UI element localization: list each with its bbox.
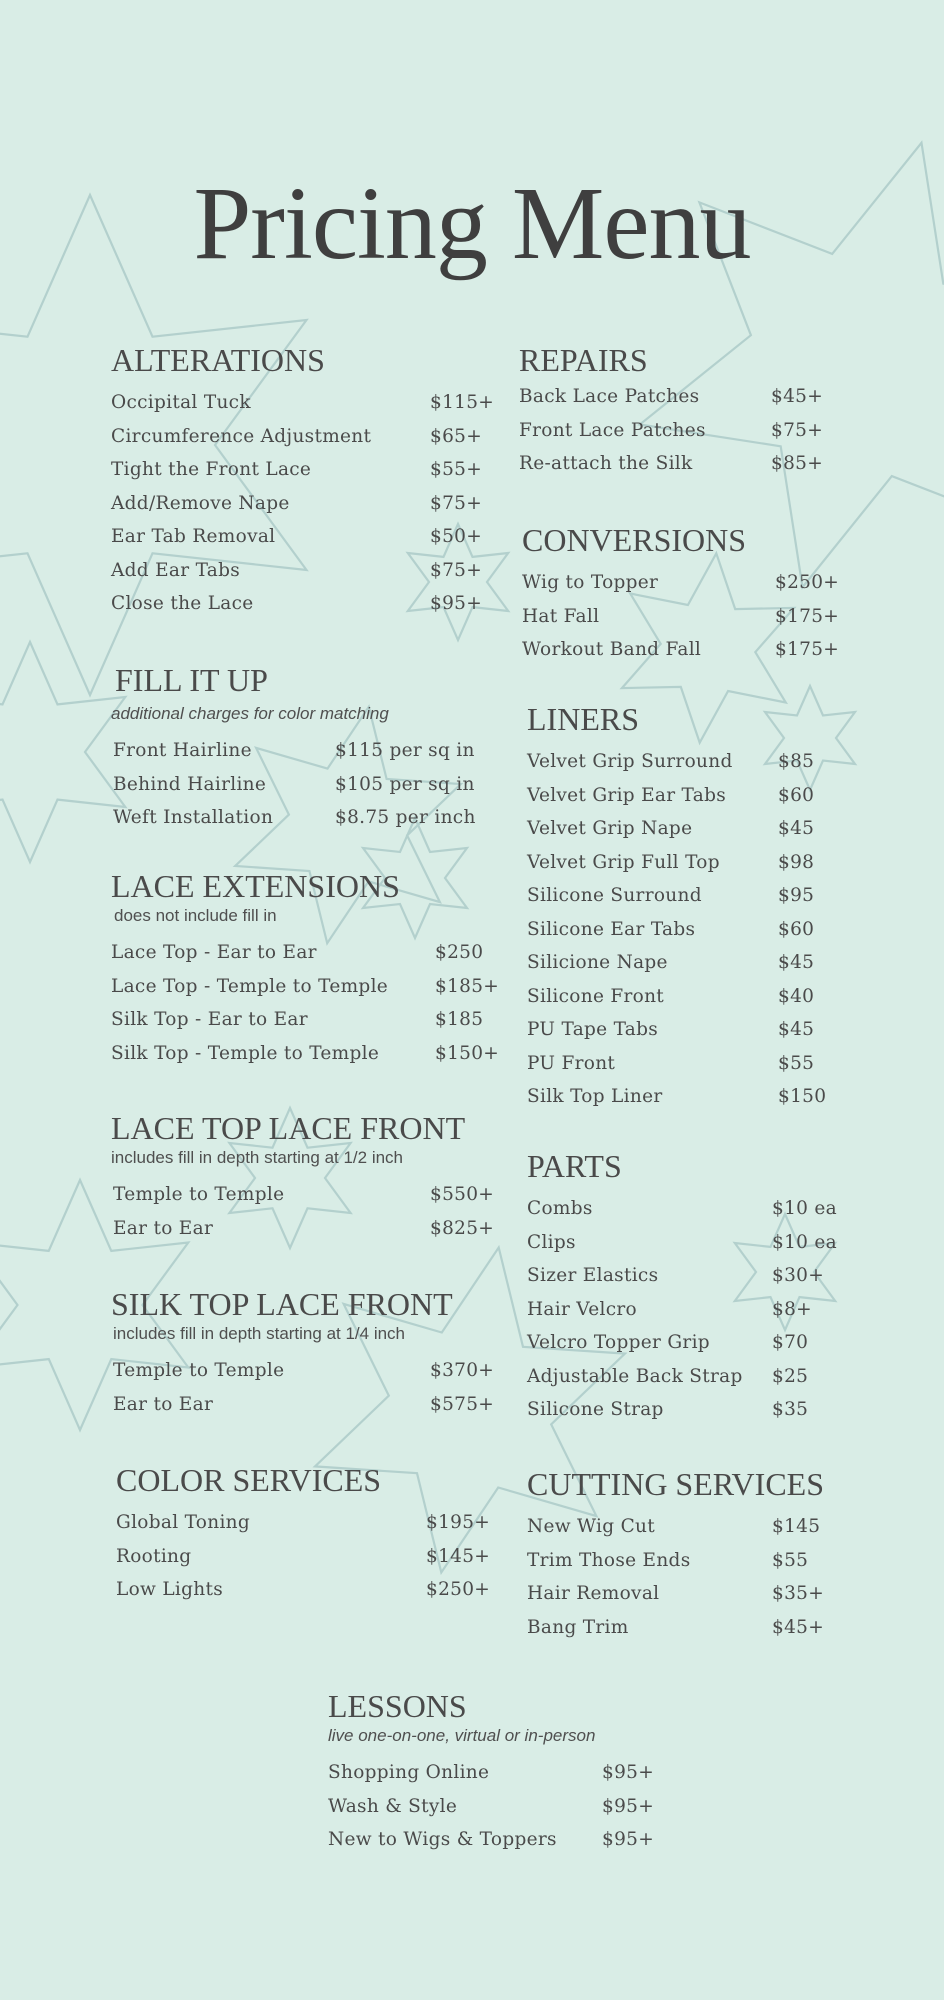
- section-heading: COLOR SERVICES: [116, 1462, 382, 1498]
- service-price: $98: [778, 851, 815, 873]
- section-heading: SILK TOP LACE FRONT: [111, 1286, 453, 1322]
- service-price: $45: [778, 818, 815, 839]
- service-name: Close the Lace: [111, 593, 254, 614]
- service-price: $70: [772, 1332, 809, 1353]
- price-row: [522, 633, 840, 667]
- service-price: $10 ea: [772, 1231, 837, 1253]
- service-name: Ear to Ear: [113, 1393, 214, 1415]
- service-name: Ear to Ear: [113, 1217, 214, 1239]
- price-row: [527, 1544, 824, 1578]
- service-price: $150+: [435, 1042, 500, 1064]
- price-row: [111, 1388, 495, 1422]
- price-row: [116, 1573, 491, 1607]
- price-row: [111, 1354, 495, 1388]
- service-price: $95+: [602, 1795, 655, 1817]
- section-subtitle: live one-on-one, virtual or in-person: [328, 1726, 596, 1745]
- service-price: $75+: [771, 419, 824, 441]
- service-price: $825+: [430, 1217, 495, 1239]
- service-price: $40: [778, 985, 815, 1007]
- service-name: Hair Velcro: [527, 1298, 637, 1320]
- price-row: [111, 970, 500, 1004]
- service-price: $85+: [771, 453, 824, 474]
- section-fill-it-up: [111, 662, 476, 835]
- price-list: [519, 380, 824, 481]
- page-title: Pricing Menu: [193, 166, 751, 281]
- price-row: [111, 1003, 484, 1037]
- service-name: Low Lights: [116, 1579, 224, 1600]
- service-name: Front Lace Patches: [519, 419, 706, 441]
- service-price: $550+: [430, 1184, 495, 1205]
- service-price: $185: [435, 1009, 484, 1030]
- price-row: [527, 1393, 809, 1427]
- price-row: [519, 414, 824, 448]
- price-row: [527, 1577, 824, 1611]
- section-repairs: [519, 342, 824, 481]
- service-price: $95+: [602, 1762, 655, 1783]
- price-row: [527, 745, 815, 779]
- price-row: [527, 946, 815, 980]
- section-parts: [527, 1148, 837, 1427]
- service-price: $150: [778, 1086, 827, 1107]
- service-name: Tight the Front Lace: [111, 459, 312, 480]
- price-row: [527, 1226, 837, 1260]
- section-heading: REPAIRS: [519, 342, 648, 378]
- service-name: Trim Those Ends: [527, 1549, 691, 1571]
- price-list: [527, 1510, 824, 1644]
- section-heading: LESSONS: [328, 1688, 467, 1724]
- service-name: Hat Fall: [522, 605, 600, 627]
- service-name: Silk Top - Temple to Temple: [111, 1042, 380, 1064]
- service-name: New Wig Cut: [527, 1516, 655, 1537]
- service-name: Circumference Adjustment: [111, 425, 372, 447]
- service-price: $60: [778, 784, 815, 806]
- price-row: [116, 1506, 491, 1540]
- price-row: [522, 600, 840, 634]
- service-name: Temple to Temple: [113, 1184, 285, 1205]
- service-name: Silk Top - Ear to Ear: [111, 1009, 308, 1030]
- service-price: $25: [772, 1365, 809, 1387]
- service-price: $250+: [775, 572, 840, 593]
- price-list: [527, 1192, 837, 1427]
- service-name: PU Front: [527, 1052, 616, 1074]
- service-price: $8+: [772, 1298, 812, 1320]
- service-name: Wash & Style: [328, 1795, 458, 1817]
- service-name: Silk Top Liner: [527, 1086, 663, 1107]
- price-row: [111, 1212, 495, 1246]
- price-row: [519, 380, 824, 414]
- service-price: $95: [778, 885, 815, 906]
- price-row: [522, 566, 840, 600]
- service-price: $145+: [426, 1545, 491, 1567]
- section-lace-top-lace-front: [111, 1110, 495, 1245]
- section-color-services: [116, 1462, 491, 1607]
- service-price: $10 ea: [772, 1198, 837, 1219]
- service-name: Sizer Elastics: [527, 1265, 659, 1286]
- service-name: Re-attach the Silk: [519, 453, 693, 474]
- price-row: [527, 779, 815, 813]
- service-name: Clips: [527, 1231, 576, 1253]
- price-row: [519, 447, 824, 481]
- price-row: [527, 1611, 824, 1645]
- service-price: $250+: [426, 1579, 491, 1600]
- service-price: $195+: [426, 1512, 491, 1533]
- service-name: Weft Installation: [113, 807, 274, 828]
- service-name: New to Wigs & Toppers: [328, 1829, 557, 1850]
- service-name: Silicone Strap: [527, 1399, 664, 1420]
- section-cutting-services: [527, 1468, 824, 1644]
- price-row: [527, 1080, 827, 1114]
- service-name: Back Lace Patches: [519, 386, 700, 407]
- price-list: [111, 1354, 495, 1421]
- service-name: Add/Remove Nape: [111, 492, 290, 514]
- service-price: $115 per sq in: [335, 740, 475, 761]
- service-name: Occipital Tuck: [111, 392, 251, 413]
- price-row: [111, 386, 495, 420]
- service-name: Hair Removal: [527, 1583, 660, 1604]
- service-name: Velvet Grip Ear Tabs: [527, 784, 727, 806]
- service-name: Workout Band Fall: [522, 639, 702, 660]
- section-silk-top-lace-front: [111, 1286, 495, 1421]
- section-heading: LACE TOP LACE FRONT: [111, 1110, 466, 1146]
- service-price: $575+: [430, 1393, 495, 1415]
- price-row: [527, 812, 815, 846]
- section-lessons: [328, 1688, 655, 1857]
- price-row: [527, 1259, 825, 1293]
- price-list: [328, 1756, 655, 1857]
- service-name: Temple to Temple: [113, 1360, 285, 1381]
- service-price: $8.75 per inch: [335, 807, 476, 828]
- price-row: [111, 453, 483, 487]
- service-price: $55+: [430, 459, 483, 480]
- price-list: [116, 1506, 491, 1607]
- service-name: Silicone Front: [527, 985, 665, 1007]
- price-row: [527, 1047, 815, 1081]
- price-row: [111, 554, 483, 588]
- service-name: Lace Top - Ear to Ear: [111, 942, 317, 963]
- service-price: $65+: [430, 425, 483, 447]
- section-heading: LACE EXTENSIONS: [111, 868, 400, 904]
- price-row: [527, 913, 815, 947]
- price-row: [111, 420, 483, 454]
- service-price: $250: [435, 942, 484, 963]
- price-row: [111, 1178, 495, 1212]
- price-row: [527, 1510, 824, 1544]
- price-row: [527, 1013, 815, 1047]
- price-row: [111, 487, 483, 521]
- section-heading: LINERS: [527, 701, 639, 737]
- service-price: $55: [772, 1549, 809, 1571]
- price-list: [111, 1178, 495, 1245]
- star-outline-icon: [0, 642, 125, 862]
- service-name: Silicone Ear Tabs: [527, 918, 696, 940]
- service-name: Behind Hairline: [113, 773, 267, 795]
- service-name: Wig to Topper: [522, 572, 659, 593]
- price-row: [527, 980, 815, 1014]
- service-name: Lace Top - Temple to Temple: [111, 975, 389, 997]
- service-name: Global Toning: [116, 1512, 251, 1533]
- price-row: [111, 587, 483, 621]
- service-name: Velvet Grip Full Top: [527, 851, 720, 873]
- service-price: $370+: [430, 1360, 495, 1381]
- service-name: Silicione Nape: [527, 952, 668, 973]
- section-heading: ALTERATIONS: [111, 342, 325, 378]
- section-subtitle: additional charges for color matching: [111, 704, 389, 723]
- price-row: [116, 1540, 491, 1574]
- service-name: Front Hairline: [113, 740, 252, 761]
- price-row: [527, 1326, 809, 1360]
- service-price: $185+: [435, 975, 500, 997]
- section-subtitle: includes fill in depth starting at 1/2 inch: [111, 1148, 404, 1167]
- section-alterations: [111, 342, 495, 621]
- price-row: [111, 801, 476, 835]
- price-row: [527, 1293, 812, 1327]
- price-list: [522, 566, 840, 667]
- service-name: Combs: [527, 1198, 593, 1219]
- service-name: Velvet Grip Nape: [527, 818, 693, 839]
- service-name: Ear Tab Removal: [111, 526, 276, 547]
- service-price: $60: [778, 918, 815, 940]
- service-name: PU Tape Tabs: [527, 1019, 659, 1040]
- section-lace-extensions: [111, 868, 500, 1070]
- price-row: [111, 936, 484, 970]
- price-row: [111, 520, 483, 554]
- price-row: [111, 734, 475, 768]
- service-price: $75+: [430, 559, 483, 581]
- price-row: [111, 768, 475, 802]
- service-price: $95+: [602, 1829, 655, 1850]
- section-conversions: [522, 522, 840, 667]
- price-row: [527, 1192, 837, 1226]
- price-row: [527, 879, 815, 913]
- service-name: Rooting: [116, 1545, 192, 1567]
- service-price: $85: [778, 751, 815, 772]
- price-row: [328, 1756, 655, 1790]
- service-name: Velvet Grip Surround: [527, 751, 733, 772]
- section-subtitle: includes fill in depth starting at 1/4 inch: [113, 1324, 406, 1343]
- service-price: $95+: [430, 593, 483, 614]
- service-name: Silicone Surround: [527, 885, 702, 906]
- service-name: Shopping Online: [328, 1762, 490, 1783]
- price-row: [328, 1790, 655, 1824]
- section-heading: PARTS: [527, 1148, 622, 1184]
- service-price: $30+: [772, 1265, 825, 1286]
- service-price: $145: [772, 1516, 821, 1537]
- price-row: [527, 846, 815, 880]
- service-price: $45: [778, 1019, 815, 1040]
- service-name: Bang Trim: [527, 1616, 629, 1638]
- service-price: $35: [772, 1399, 809, 1420]
- service-price: $55: [778, 1052, 815, 1074]
- section-heading: FILL IT UP: [115, 662, 268, 698]
- price-row: [111, 1037, 500, 1071]
- service-name: Adjustable Back Strap: [527, 1365, 743, 1387]
- price-row: [527, 1360, 809, 1394]
- service-price: $175+: [775, 605, 840, 627]
- section-heading: CONVERSIONS: [522, 522, 747, 558]
- price-row: [328, 1823, 655, 1857]
- section-liners: [527, 701, 827, 1114]
- service-price: $75+: [430, 492, 483, 514]
- price-list: [527, 745, 827, 1114]
- price-list: [111, 386, 495, 621]
- section-subtitle: does not include fill in: [114, 906, 277, 925]
- service-name: Add Ear Tabs: [111, 559, 241, 581]
- service-price: $35+: [772, 1583, 825, 1604]
- service-name: Velcro Topper Grip: [527, 1332, 710, 1353]
- price-list: [111, 734, 476, 835]
- service-price: $45+: [771, 386, 824, 407]
- service-price: $50+: [430, 526, 483, 547]
- service-price: $105 per sq in: [335, 773, 475, 795]
- service-price: $175+: [775, 639, 840, 660]
- service-price: $45: [778, 952, 815, 973]
- service-price: $115+: [430, 392, 495, 413]
- section-heading: CUTTING SERVICES: [527, 1466, 824, 1502]
- service-price: $45+: [772, 1616, 825, 1638]
- price-list: [111, 936, 500, 1070]
